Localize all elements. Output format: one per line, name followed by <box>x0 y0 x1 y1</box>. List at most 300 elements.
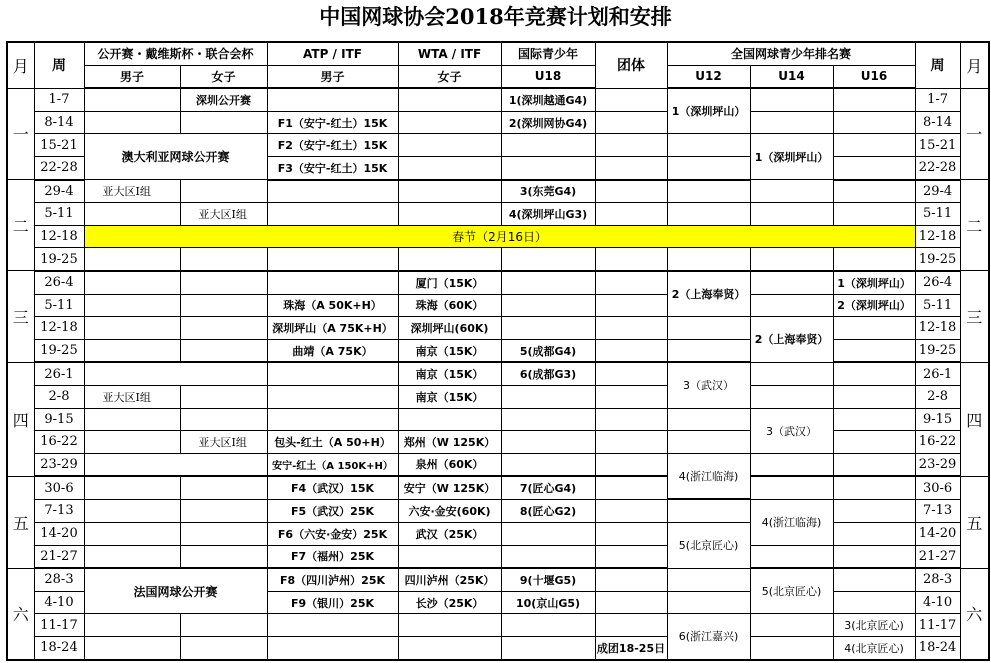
wta-cell: 郑州（W 125K） <box>398 431 501 454</box>
team-cell <box>595 180 667 203</box>
men-cell: 亚大区Ⅰ组 <box>84 180 180 203</box>
u16-cell <box>833 88 915 111</box>
wta-cell: 厦门（15K） <box>398 271 501 294</box>
week-label: 19-25 <box>34 339 84 362</box>
team-cell <box>595 545 667 568</box>
women-cell <box>180 271 267 294</box>
women-cell: 深圳公开赛 <box>180 88 267 111</box>
table-row <box>7 88 989 111</box>
week-label-right: 4-10 <box>915 591 960 614</box>
u14-cell: 1（深圳坪山） <box>750 134 833 180</box>
week-label: 11-17 <box>34 614 84 637</box>
wta-cell <box>398 636 501 659</box>
u18-cell: 6(成都G3) <box>501 362 595 385</box>
team-cell <box>595 614 667 637</box>
u12-cell: 4(浙江临海) <box>667 453 750 499</box>
u16-cell <box>833 111 915 134</box>
u18-cell <box>501 294 595 317</box>
month-label-right: 三 <box>960 271 989 362</box>
header-davis-cup: 公开赛・戴维斯杯・联合会杯 <box>84 42 267 65</box>
table-row <box>7 111 989 134</box>
u18-cell: 7(匠心G4) <box>501 476 595 499</box>
week-label: 1-7 <box>34 88 84 111</box>
u18-cell <box>501 453 595 476</box>
u18-cell <box>501 271 595 294</box>
u12-cell <box>667 408 750 431</box>
table-row <box>7 385 989 408</box>
u18-cell: 9(十堰G5) <box>501 568 595 591</box>
u14-cell: 2（上海奉贤） <box>750 317 833 363</box>
u16-cell: 3(北京匠心) <box>833 614 915 637</box>
u18-cell <box>501 431 595 454</box>
week-label-right: 26-4 <box>915 271 960 294</box>
men-cell <box>84 636 180 659</box>
men-cell <box>84 88 180 111</box>
week-label-right: 2-8 <box>915 385 960 408</box>
u16-cell <box>833 453 915 476</box>
header-week: 周 <box>34 42 84 88</box>
u12-cell <box>667 180 750 203</box>
women-cell <box>180 499 267 522</box>
atp-cell <box>267 248 398 271</box>
u14-cell <box>750 476 833 499</box>
u16-cell <box>833 408 915 431</box>
u12-cell <box>667 499 750 522</box>
team-cell <box>595 317 667 340</box>
table-row <box>7 408 989 431</box>
men-cell <box>84 339 180 362</box>
atp-cell <box>267 385 398 408</box>
schedule-table <box>6 41 990 661</box>
u18-cell: 5(成都G4) <box>501 339 595 362</box>
header-wta-women: 女子 <box>398 65 501 88</box>
week-label: 5-11 <box>34 294 84 317</box>
table-row <box>7 317 989 340</box>
week-label-right: 1-7 <box>915 88 960 111</box>
week-label: 12-18 <box>34 317 84 340</box>
week-label-right: 12-18 <box>915 317 960 340</box>
week-label-right: 29-4 <box>915 180 960 203</box>
week-label-right: 5-11 <box>915 203 960 226</box>
month-label-right: 五 <box>960 476 989 568</box>
atp-cell: 安宁-红土（A 150K+H） <box>267 453 398 476</box>
month-label: 二 <box>7 180 34 271</box>
week-label-right: 12-18 <box>915 225 960 248</box>
u16-cell <box>833 248 915 271</box>
u12-cell: 6(浙江嘉兴) <box>667 614 750 660</box>
week-label: 16-22 <box>34 431 84 454</box>
davis-cup-cell <box>84 362 267 385</box>
week-label-right: 7-13 <box>915 499 960 522</box>
u16-cell <box>833 499 915 522</box>
women-cell: 亚大区Ⅰ组 <box>180 203 267 226</box>
davis-cup-cell <box>84 453 267 476</box>
u16-cell <box>833 317 915 340</box>
table-row <box>7 476 989 499</box>
u16-cell <box>833 476 915 499</box>
week-label-right: 5-11 <box>915 294 960 317</box>
team-cell <box>595 134 667 157</box>
table-row <box>7 522 989 545</box>
men-cell <box>84 271 180 294</box>
u14-cell <box>750 88 833 111</box>
month-label-right: 一 <box>960 88 989 179</box>
women-cell <box>180 180 267 203</box>
week-label: 7-13 <box>34 499 84 522</box>
table-row <box>7 499 989 522</box>
men-cell <box>84 294 180 317</box>
wta-cell: 南京（15K） <box>398 362 501 385</box>
u12-cell <box>667 317 750 340</box>
u12-cell <box>667 248 750 271</box>
schedule-body <box>7 42 989 660</box>
u18-cell <box>501 385 595 408</box>
grand-slam-cell: 澳大利亚网球公开赛 <box>84 134 267 180</box>
header-row-2 <box>7 65 989 88</box>
u14-cell: 5(北京匠心) <box>750 568 833 614</box>
wta-cell <box>398 408 501 431</box>
wta-cell: 南京（15K） <box>398 339 501 362</box>
women-cell <box>180 339 267 362</box>
women-cell <box>180 636 267 659</box>
team-cell <box>595 453 667 476</box>
u16-cell <box>833 180 915 203</box>
table-row <box>7 134 989 157</box>
header-intl-junior: 国际青少年 <box>501 42 595 65</box>
u18-cell <box>501 248 595 271</box>
u14-cell <box>750 203 833 226</box>
header-month: 月 <box>7 42 34 88</box>
u16-cell <box>833 568 915 591</box>
team-cell <box>595 568 667 591</box>
u18-cell: 3(东莞G4) <box>501 180 595 203</box>
month-label-right: 二 <box>960 180 989 271</box>
women-cell <box>180 522 267 545</box>
month-label: 五 <box>7 476 34 568</box>
women-cell <box>180 294 267 317</box>
week-label-right: 8-14 <box>915 111 960 134</box>
u14-cell <box>750 636 833 659</box>
week-label-right: 22-28 <box>915 156 960 179</box>
u12-cell: 5(北京匠心) <box>667 522 750 568</box>
u14-cell <box>750 271 833 294</box>
week-label: 30-6 <box>34 476 84 499</box>
header-u16: U16 <box>833 65 915 88</box>
week-label: 12-18 <box>34 225 84 248</box>
u16-cell <box>833 522 915 545</box>
wta-cell: 武汉（25K） <box>398 522 501 545</box>
women-cell: 亚大区Ⅰ组 <box>180 431 267 454</box>
table-row <box>7 294 989 317</box>
wta-cell: 南京（15K） <box>398 385 501 408</box>
week-label-right: 16-22 <box>915 431 960 454</box>
header-men: 男子 <box>84 65 180 88</box>
atp-cell: F6（六安·金安）25K <box>267 522 398 545</box>
week-label: 5-11 <box>34 203 84 226</box>
men-cell <box>84 431 180 454</box>
u14-cell <box>750 385 833 408</box>
week-label: 2-8 <box>34 385 84 408</box>
u18-cell <box>501 317 595 340</box>
week-label-right: 11-17 <box>915 614 960 637</box>
wta-cell <box>398 111 501 134</box>
wta-cell <box>398 203 501 226</box>
atp-cell: 深圳坪山（A 75K+H） <box>267 317 398 340</box>
week-label: 15-21 <box>34 134 84 157</box>
u16-cell: 4(北京匠心) <box>833 636 915 659</box>
u12-cell: 2（上海奉贤） <box>667 271 750 317</box>
atp-cell <box>267 271 398 294</box>
wta-cell: 深圳坪山(60K) <box>398 317 501 340</box>
u18-cell: 10(京山G5) <box>501 591 595 614</box>
team-cell <box>595 431 667 454</box>
men-cell <box>84 614 180 637</box>
wta-cell <box>398 88 501 111</box>
week-label: 26-4 <box>34 271 84 294</box>
team-cell <box>595 156 667 179</box>
atp-cell: F7（福州）25K <box>267 545 398 568</box>
week-label: 26-1 <box>34 362 84 385</box>
women-cell <box>180 476 267 499</box>
table-row <box>7 271 989 294</box>
atp-cell <box>267 362 398 385</box>
u14-cell: 4(浙江临海) <box>750 499 833 545</box>
header-team: 团体 <box>595 42 667 88</box>
month-label: 一 <box>7 88 34 179</box>
atp-cell <box>267 88 398 111</box>
week-label-right: 28-3 <box>915 568 960 591</box>
table-row <box>7 636 989 659</box>
men-cell <box>84 408 180 431</box>
table-row <box>7 248 989 271</box>
u16-cell <box>833 431 915 454</box>
header-wta-itf: WTA / ITF <box>398 42 501 65</box>
week-label: 21-27 <box>34 545 84 568</box>
u18-cell <box>501 408 595 431</box>
team-cell <box>595 203 667 226</box>
table-row <box>7 362 989 385</box>
team-cell <box>595 339 667 362</box>
header-atp-itf: ATP / ITF <box>267 42 398 65</box>
u18-cell <box>501 156 595 179</box>
week-label-right: 18-24 <box>915 636 960 659</box>
week-label-right: 14-20 <box>915 522 960 545</box>
team-cell <box>595 476 667 499</box>
u12-cell <box>667 203 750 226</box>
header-u12: U12 <box>667 65 750 88</box>
women-cell <box>180 545 267 568</box>
week-label: 29-4 <box>34 180 84 203</box>
week-label: 23-29 <box>34 453 84 476</box>
u14-cell <box>750 545 833 568</box>
atp-cell: 珠海（A 50K+H） <box>267 294 398 317</box>
men-cell <box>84 317 180 340</box>
table-row <box>7 431 989 454</box>
month-label-right: 四 <box>960 362 989 476</box>
u14-cell <box>750 248 833 271</box>
women-cell <box>180 614 267 637</box>
team-cell <box>595 522 667 545</box>
atp-cell <box>267 180 398 203</box>
u14-cell <box>750 614 833 637</box>
men-cell <box>84 545 180 568</box>
u16-cell <box>833 545 915 568</box>
atp-cell <box>267 408 398 431</box>
u14-cell: 3（武汉） <box>750 408 833 453</box>
wta-cell <box>398 248 501 271</box>
week-label-right: 15-21 <box>915 134 960 157</box>
week-label-right: 30-6 <box>915 476 960 499</box>
wta-cell <box>398 156 501 179</box>
week-label: 18-24 <box>34 636 84 659</box>
week-label-right: 21-27 <box>915 545 960 568</box>
u14-cell <box>750 362 833 385</box>
week-label: 19-25 <box>34 248 84 271</box>
holiday-banner: 春节（2月16日） <box>84 225 915 248</box>
table-row <box>7 453 989 476</box>
team-cell <box>595 111 667 134</box>
header-row-1 <box>7 42 989 65</box>
atp-cell: 曲靖（A 75K） <box>267 339 398 362</box>
u18-cell <box>501 545 595 568</box>
atp-cell: F4（武汉）15K <box>267 476 398 499</box>
u12-cell: 3（武汉） <box>667 362 750 408</box>
u12-cell: 1（深圳坪山） <box>667 88 750 134</box>
u14-cell <box>750 294 833 317</box>
team-cell <box>595 591 667 614</box>
week-label: 22-28 <box>34 156 84 179</box>
atp-cell <box>267 614 398 637</box>
u16-cell <box>833 203 915 226</box>
team-cell <box>595 248 667 271</box>
wta-cell: 长沙（25K） <box>398 591 501 614</box>
week-label: 14-20 <box>34 522 84 545</box>
u12-cell <box>667 568 750 591</box>
week-label-right: 23-29 <box>915 453 960 476</box>
header-month-right: 月 <box>960 42 989 88</box>
women-cell <box>180 248 267 271</box>
u16-cell <box>833 156 915 179</box>
u16-cell <box>833 385 915 408</box>
header-u14: U14 <box>750 65 833 88</box>
table-row <box>7 225 989 248</box>
team-cell <box>595 499 667 522</box>
men-cell <box>84 248 180 271</box>
u18-cell <box>501 614 595 637</box>
u16-cell <box>833 591 915 614</box>
u12-cell <box>667 339 750 362</box>
team-cell <box>595 88 667 111</box>
atp-cell: 包头-红土（A 50+H） <box>267 431 398 454</box>
week-label: 28-3 <box>34 568 84 591</box>
month-label: 六 <box>7 568 34 659</box>
table-row <box>7 568 989 591</box>
atp-cell: F2（安宁-红土）15K <box>267 134 398 157</box>
header-national-junior: 全国网球青少年排名赛 <box>667 42 915 65</box>
wta-cell <box>398 545 501 568</box>
table-row <box>7 180 989 203</box>
men-cell <box>84 203 180 226</box>
table-row <box>7 614 989 637</box>
women-cell <box>180 385 267 408</box>
team-cell <box>595 362 667 385</box>
u18-cell <box>501 134 595 157</box>
u12-cell <box>667 591 750 614</box>
week-label-right: 26-1 <box>915 362 960 385</box>
grand-slam-cell: 法国网球公开赛 <box>84 568 267 614</box>
week-label-right: 19-25 <box>915 339 960 362</box>
u14-cell <box>750 111 833 134</box>
atp-cell <box>267 636 398 659</box>
wta-cell: 安宁（W 125K） <box>398 476 501 499</box>
u16-cell <box>833 339 915 362</box>
u12-cell <box>667 134 750 157</box>
u18-cell <box>501 636 595 659</box>
atp-cell: F5（武汉）25K <box>267 499 398 522</box>
team-cell: 成团18-25日 <box>595 636 667 659</box>
women-cell <box>180 408 267 431</box>
wta-cell <box>398 180 501 203</box>
wta-cell: 四川泸州（25K） <box>398 568 501 591</box>
team-cell <box>595 294 667 317</box>
week-label-right: 9-15 <box>915 408 960 431</box>
u18-cell <box>501 522 595 545</box>
week-label: 9-15 <box>34 408 84 431</box>
u18-cell: 2(深圳网协G4) <box>501 111 595 134</box>
u16-cell: 1（深圳坪山） <box>833 271 915 294</box>
month-label: 四 <box>7 362 34 476</box>
wta-cell: 泉州（60K） <box>398 453 501 476</box>
header-atp-men: 男子 <box>267 65 398 88</box>
team-cell <box>595 408 667 431</box>
u18-cell: 1(深圳越通G4) <box>501 88 595 111</box>
u14-cell <box>750 453 833 476</box>
women-cell <box>180 111 267 134</box>
men-cell <box>84 522 180 545</box>
table-row <box>7 545 989 568</box>
atp-cell <box>267 203 398 226</box>
atp-cell: F3（安宁-红土）15K <box>267 156 398 179</box>
atp-cell: F9（银川）25K <box>267 591 398 614</box>
team-cell <box>595 385 667 408</box>
team-cell <box>595 271 667 294</box>
wta-cell <box>398 614 501 637</box>
page-title: 中国网球协会2018年竞赛计划和安排 <box>319 4 672 29</box>
u16-cell: 2（深圳坪山） <box>833 294 915 317</box>
u12-cell <box>667 156 750 179</box>
men-cell <box>84 499 180 522</box>
header-u18: U18 <box>501 65 595 88</box>
men-cell: 亚大区Ⅰ组 <box>84 385 180 408</box>
u16-cell <box>833 362 915 385</box>
wta-cell <box>398 134 501 157</box>
atp-cell: F1（安宁-红土）15K <box>267 111 398 134</box>
u16-cell <box>833 134 915 157</box>
atp-cell: F8（四川泸州）25K <box>267 568 398 591</box>
month-label-right: 六 <box>960 568 989 659</box>
week-label-right: 19-25 <box>915 248 960 271</box>
week-label: 4-10 <box>34 591 84 614</box>
u18-cell: 8(匠心G2) <box>501 499 595 522</box>
women-cell <box>180 317 267 340</box>
wta-cell: 珠海（60K） <box>398 294 501 317</box>
week-label: 8-14 <box>34 111 84 134</box>
header-women: 女子 <box>180 65 267 88</box>
men-cell <box>84 111 180 134</box>
u14-cell <box>750 180 833 203</box>
u18-cell: 4(深圳坪山G3) <box>501 203 595 226</box>
table-row <box>7 339 989 362</box>
